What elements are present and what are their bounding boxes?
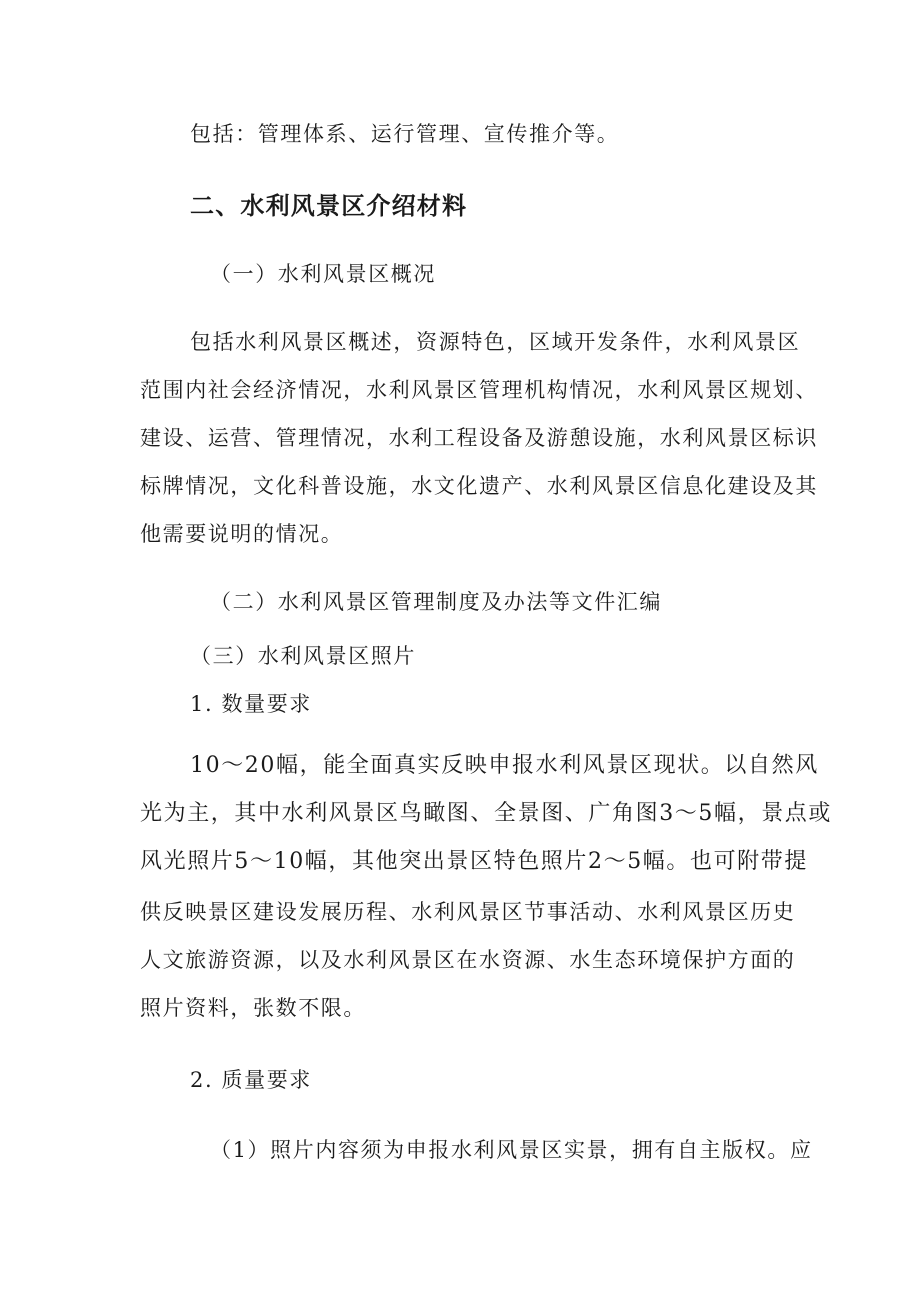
paragraph-line: 人文旅游资源，以及水利风景区在水资源、水生态环境保护方面的: [140, 948, 796, 972]
item-1-title: 1. 数量要求: [190, 692, 312, 716]
item-2-title: 2. 质量要求: [190, 1068, 312, 1092]
section-title: 二、水利风景区介绍材料: [190, 192, 468, 220]
paragraph-line: 供反映景区建设发展历程、水利风景区节事活动、水利风景区历史: [140, 900, 796, 924]
intro-line: 包括：管理体系、运行管理、宣传推介等。: [190, 122, 620, 146]
paragraph-line: 照片资料，张数不限。: [140, 996, 366, 1020]
subsection-3-title: （三）水利风景区照片: [190, 644, 416, 668]
paragraph-line: 光为主，其中水利风景区鸟瞰图、全景图、广角图3～5幅，景点或: [140, 801, 832, 826]
paragraph-line: 建设、运营、管理情况，水利工程设备及游憩设施，水利风景区标识: [140, 426, 818, 450]
paragraph-line: 范围内社会经济情况，水利风景区管理机构情况，水利风景区规划、: [140, 378, 818, 402]
paragraph-line: 风光照片5～10幅，其他突出景区特色照片2～5幅。也可附带提: [140, 849, 808, 874]
paragraph-line: 包括水利风景区概述，资源特色，区域开发条件，水利风景区: [190, 330, 801, 354]
paragraph-line: （1）照片内容须为申报水利风景区实景，拥有自主版权。应: [210, 1138, 813, 1162]
paragraph-line: 他需要说明的情况。: [140, 522, 344, 546]
paragraph-line: 标牌情况，文化科普设施，水文化遗产、水利风景区信息化建设及其: [140, 474, 818, 498]
paragraph-line: 10～20幅，能全面真实反映申报水利风景区现状。以自然风: [190, 753, 819, 778]
subsection-1-title: （一）水利风景区概况: [210, 262, 436, 286]
subsection-2-title: （二）水利风景区管理制度及办法等文件汇编: [210, 590, 662, 614]
